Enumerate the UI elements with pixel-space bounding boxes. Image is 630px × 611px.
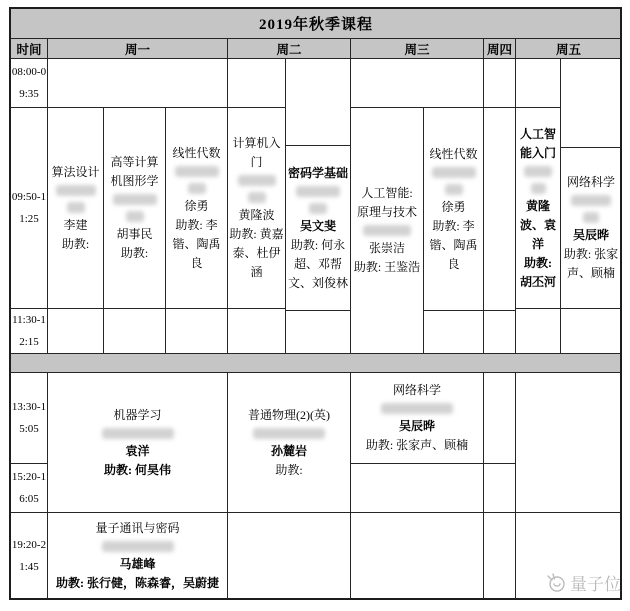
empty-cell <box>227 58 286 108</box>
course-cell-wed-network-science <box>350 372 484 464</box>
course-title: 高等计算机图形学 <box>110 155 159 188</box>
empty-cell <box>515 372 622 513</box>
course-title: 网络科学 <box>566 175 615 189</box>
course-title: 密码学基础 <box>287 165 348 180</box>
ta-line: 助教: 何昊伟 <box>104 462 171 477</box>
time-slot-1130: 11:30-1 2:15 <box>10 308 48 354</box>
empty-cell <box>103 308 166 354</box>
course-cell-mon-advanced-graphics <box>103 107 166 309</box>
redacted-detail <box>445 184 463 195</box>
empty-cell <box>560 308 622 354</box>
instructor-name: 吴辰晔 <box>572 228 609 242</box>
watermark-label: 量子位 <box>570 574 621 594</box>
time-slot-0800: 08:00-0 9:35 <box>10 58 48 108</box>
redacted-detail <box>188 183 206 194</box>
empty-cell <box>423 310 484 354</box>
watermark <box>527 568 621 596</box>
redacted-course-code <box>56 185 96 196</box>
empty-cell <box>47 308 104 354</box>
course-title: 普通物理(2)(英) <box>248 407 330 422</box>
empty-cell <box>285 310 351 354</box>
redacted-course-code <box>524 166 552 177</box>
instructor-name: 吴文斐 <box>299 218 336 233</box>
ta-line: 助教: 李锴、陶禹良 <box>172 217 221 270</box>
course-title: 算法设计 <box>51 164 100 179</box>
ta-line: 助教: <box>275 462 303 477</box>
course-cell-tue-general-physics <box>227 372 351 513</box>
redacted-detail <box>583 212 599 223</box>
time-slot-0950: 09:50-1 1:25 <box>10 107 48 309</box>
time-slot-1520: 15:20-1 6:05 <box>10 463 48 513</box>
ta-line: 助教: <box>61 236 90 251</box>
course-cell-wed-linear-algebra <box>423 107 484 311</box>
redacted-detail <box>309 203 327 214</box>
redacted-course-code <box>102 541 174 552</box>
course-cell-mon-machine-learning <box>47 372 228 513</box>
course-cell-fri-intro-ai <box>515 107 561 309</box>
instructor-name: 孙麓岩 <box>270 443 307 458</box>
col-header-wednesday: 周三 <box>350 38 484 59</box>
empty-cell <box>560 58 622 148</box>
empty-cell <box>483 512 516 600</box>
col-header-tuesday: 周二 <box>227 38 351 59</box>
course-title: 线性代数 <box>429 146 478 161</box>
course-cell-tue-cryptography-basics <box>285 145 351 311</box>
instructor-name: 张崇洁 <box>368 241 405 255</box>
separator-band <box>10 353 622 373</box>
redacted-course-code <box>238 175 276 186</box>
instructor-name: 徐勇 <box>441 199 466 214</box>
ta-line: 助教: 李锴、陶禹良 <box>429 218 478 271</box>
empty-cell <box>350 463 484 513</box>
course-title: 计算机入门 <box>232 136 281 169</box>
qbitai-logo-icon <box>544 570 568 594</box>
course-title: 线性代数 <box>172 145 221 160</box>
page-title: 2019年秋季课程 <box>10 8 622 39</box>
redacted-detail <box>531 183 546 194</box>
course-cell-fri-network-science <box>560 147 622 309</box>
redacted-detail <box>126 211 144 222</box>
instructor-name: 吴辰晔 <box>398 419 435 433</box>
empty-cell <box>165 308 228 354</box>
redacted-course-code <box>363 225 411 236</box>
redacted-course-code <box>113 194 157 205</box>
course-title: 原理与技术 <box>356 205 417 219</box>
course-title: 机器学习 <box>113 407 162 422</box>
instructor-name: 李建 <box>63 217 88 232</box>
empty-cell <box>285 58 351 146</box>
ta-line: 助教: 张行健，陈森睿，吴蔚捷 <box>56 576 219 590</box>
course-title: 量子通讯与密码 <box>95 521 180 535</box>
redacted-course-code <box>432 167 476 178</box>
redacted-course-code <box>175 166 219 177</box>
ta-line: 助教: 王鉴浩 <box>353 260 421 274</box>
ta-line: 助教: 胡丕河 <box>519 255 556 289</box>
ta-line: 助教: 张家声、顾楠 <box>563 247 619 280</box>
empty-cell <box>227 308 286 354</box>
redacted-course-code <box>253 428 325 439</box>
ta-line: 助教: <box>120 246 149 260</box>
ta-line: 助教: 张家声、顾楠 <box>365 438 469 452</box>
instructor-name: 胡事民 <box>116 227 153 241</box>
col-header-monday: 周一 <box>47 38 228 59</box>
time-slot-1920: 19:20-2 1:45 <box>10 512 48 600</box>
redacted-course-code <box>571 195 611 206</box>
empty-cell <box>483 58 516 108</box>
instructor-name: 黄隆波、袁洋 <box>519 198 556 251</box>
ta-line: 助教: 黄嘉泰、杜伊涵 <box>229 227 284 279</box>
redacted-detail <box>67 202 85 213</box>
course-cell-tue-intro-cs <box>227 107 286 309</box>
course-cell-wed-ai-principles <box>350 107 424 354</box>
empty-cell <box>350 58 484 108</box>
redacted-course-code <box>296 186 340 197</box>
ta-line: 助教: 何永超、邓帮文、刘俊林 <box>287 237 348 290</box>
course-title: 人工智能入门 <box>519 126 556 160</box>
empty-cell <box>483 463 516 513</box>
instructor-name: 袁洋 <box>125 443 150 458</box>
col-header-friday: 周五 <box>515 38 622 59</box>
redacted-course-code <box>381 403 453 414</box>
empty-cell <box>483 310 516 354</box>
instructor-name: 徐勇 <box>184 198 209 213</box>
course-cell-mon-algorithm-design <box>47 107 104 309</box>
redacted-course-code <box>102 428 174 439</box>
empty-cell <box>47 58 228 108</box>
empty-cell <box>227 512 351 600</box>
empty-cell <box>483 372 516 464</box>
empty-cell <box>515 58 561 108</box>
instructor-name: 黄隆波 <box>238 208 275 222</box>
col-header-thursday: 周四 <box>483 38 516 59</box>
empty-cell <box>515 308 561 354</box>
time-slot-1330: 13:30-1 5:05 <box>10 372 48 464</box>
redacted-detail <box>248 192 266 203</box>
course-title: 网络科学 <box>392 383 441 397</box>
instructor-name: 马雄峰 <box>119 557 156 571</box>
course-title: 人工智能: <box>361 186 413 200</box>
course-cell-mon-quantum-crypto <box>47 512 228 600</box>
col-header-time: 时间 <box>10 38 48 59</box>
empty-cell <box>350 512 484 600</box>
course-cell-mon-linear-algebra <box>165 107 228 309</box>
empty-cell <box>483 107 516 311</box>
